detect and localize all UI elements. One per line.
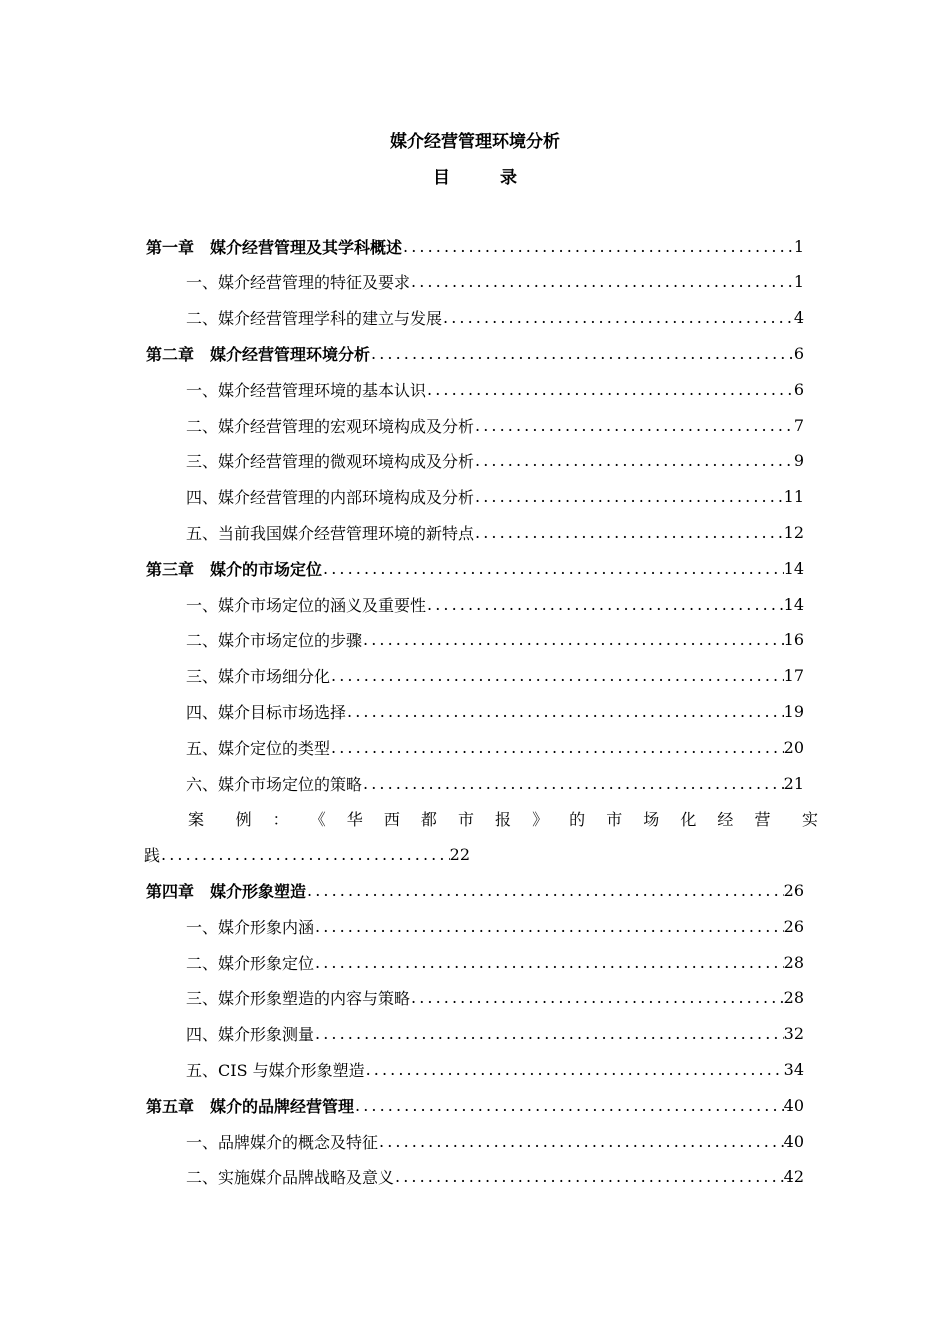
toc-page-number: 20 bbox=[783, 737, 804, 757]
toc-entry-label: 四、媒介经营管理的内部环境构成及分析 bbox=[186, 488, 475, 508]
toc-page-number: 34 bbox=[783, 1059, 804, 1079]
toc-section-entry[interactable] bbox=[186, 407, 804, 443]
toc-section-entry[interactable] bbox=[186, 765, 804, 801]
toc-entry-label: 一、品牌媒介的概念及特征 bbox=[186, 1132, 379, 1152]
toc-leader-dots bbox=[378, 1132, 784, 1151]
toc-page-number: 26 bbox=[783, 880, 804, 900]
toc-leader-dots bbox=[314, 1024, 784, 1043]
toc-leader-dots bbox=[370, 344, 794, 363]
toc-section-entry[interactable] bbox=[186, 300, 804, 336]
toc-section-entry[interactable] bbox=[186, 586, 804, 622]
toc-page-number: 16 bbox=[783, 630, 804, 650]
toc-case-char: 》 bbox=[532, 810, 549, 830]
toc-section-entry[interactable] bbox=[186, 371, 804, 407]
toc-entry-label: 二、媒介市场定位的步骤 bbox=[186, 631, 363, 651]
toc-page-number: 6 bbox=[793, 379, 804, 399]
toc-entry-label: 二、媒介经营管理的宏观环境构成及分析 bbox=[186, 416, 475, 436]
toc-leader-dots bbox=[330, 738, 784, 757]
toc-page-number: 4 bbox=[793, 308, 804, 328]
toc-page-number: 19 bbox=[783, 701, 804, 721]
toc-page-number: 12 bbox=[783, 522, 804, 542]
toc-entry-label: 一、媒介经营管理环境的基本认识 bbox=[186, 380, 427, 400]
toc-page-number: 1 bbox=[793, 236, 804, 256]
toc-case-char: 例 bbox=[235, 810, 252, 830]
toc-entry-label: 二、媒介形象定位 bbox=[186, 953, 315, 973]
toc-section-entry[interactable] bbox=[186, 479, 804, 515]
toc-case-char: 实 bbox=[802, 810, 819, 830]
toc-chapter-entry[interactable] bbox=[146, 335, 804, 371]
toc-case-char: 报 bbox=[495, 810, 512, 830]
toc-leader-dots bbox=[426, 380, 794, 399]
toc-chapter-entry[interactable] bbox=[146, 872, 804, 908]
toc-leader-dots bbox=[394, 1167, 784, 1186]
toc-section-entry[interactable] bbox=[186, 693, 804, 729]
toc-entry-label: 第五章 媒介的品牌经营管理 bbox=[146, 1096, 355, 1116]
toc-case-char: 经 bbox=[717, 810, 734, 830]
toc-entry-label: 五、CIS 与媒介形象塑造 bbox=[186, 1060, 365, 1080]
toc-entry-label: 六、媒介市场定位的策略 bbox=[186, 774, 363, 794]
toc-page-number: 6 bbox=[793, 343, 804, 363]
toc-chapter-entry[interactable] bbox=[146, 228, 804, 264]
toc-case-entry-wrap[interactable] bbox=[144, 837, 470, 873]
toc-page-number: 1 bbox=[793, 272, 804, 292]
toc-page-number: 40 bbox=[783, 1095, 804, 1115]
toc-case-char: ： bbox=[272, 810, 289, 830]
toc-page-number: 14 bbox=[783, 558, 804, 578]
toc-page-number: 40 bbox=[783, 1131, 804, 1151]
toc-section-entry[interactable] bbox=[186, 944, 804, 980]
toc-leader-dots bbox=[160, 845, 450, 864]
toc-case-char: 的 bbox=[569, 810, 586, 830]
document-title: 媒介经营管理环境分析 bbox=[390, 132, 560, 152]
toc-leader-dots bbox=[330, 666, 784, 685]
toc-page-number: 21 bbox=[783, 773, 804, 793]
toc-page-number: 11 bbox=[783, 487, 804, 507]
toc-page-number: 28 bbox=[783, 952, 804, 972]
toc-entry-label: 四、媒介形象测量 bbox=[186, 1025, 315, 1045]
toc-entry-label: 一、媒介市场定位的涵义及重要性 bbox=[186, 595, 427, 615]
toc-entry-label: 一、媒介形象内涵 bbox=[186, 917, 315, 937]
toc-entry-label: 第一章 媒介经营管理及其学科概述 bbox=[146, 237, 403, 257]
toc-entry-label: 三、媒介市场细分化 bbox=[186, 667, 331, 687]
toc-case-char: 化 bbox=[680, 810, 697, 830]
toc-entry-label: 践 bbox=[144, 846, 161, 866]
toc-leader-dots bbox=[426, 595, 784, 614]
toc-leader-dots bbox=[402, 237, 794, 256]
toc-leader-dots bbox=[314, 953, 784, 972]
toc-leader-dots bbox=[314, 917, 784, 936]
toc-page-number: 7 bbox=[793, 415, 804, 435]
toc-case-entry-line[interactable] bbox=[188, 801, 818, 837]
toc-entry-label: 二、媒介经营管理学科的建立与发展 bbox=[186, 309, 443, 329]
toc-leader-dots bbox=[365, 1060, 784, 1079]
toc-section-entry[interactable] bbox=[186, 443, 804, 479]
toc-entry-label: 四、媒介目标市场选择 bbox=[186, 702, 347, 722]
toc-leader-dots bbox=[354, 1096, 784, 1115]
toc-leader-dots bbox=[474, 451, 794, 470]
toc-entry-label: 五、当前我国媒介经营管理环境的新特点 bbox=[186, 523, 475, 543]
toc-leader-dots bbox=[346, 702, 784, 721]
toc-page-number: 26 bbox=[783, 916, 804, 936]
toc-section-entry[interactable] bbox=[186, 908, 804, 944]
toc-leader-dots bbox=[306, 881, 784, 900]
toc-leader-dots bbox=[474, 416, 794, 435]
toc-case-char: 市 bbox=[457, 810, 474, 830]
toc-page-number: 22 bbox=[449, 845, 470, 865]
toc-leader-dots bbox=[410, 272, 794, 291]
toc-entry-label: 五、媒介定位的类型 bbox=[186, 738, 331, 758]
toc-heading: 目 录 bbox=[433, 168, 539, 188]
toc-chapter-entry[interactable] bbox=[146, 550, 804, 586]
toc-case-char: 营 bbox=[754, 810, 771, 830]
toc-case-char: 案 bbox=[188, 810, 205, 830]
toc-section-entry[interactable] bbox=[186, 622, 804, 658]
toc-entry-label: 第三章 媒介的市场定位 bbox=[146, 559, 323, 579]
toc-leader-dots bbox=[474, 487, 784, 506]
toc-section-entry[interactable] bbox=[186, 1123, 804, 1159]
toc-entry-label: 第二章 媒介经营管理环境分析 bbox=[146, 344, 371, 364]
toc-chapter-entry[interactable] bbox=[146, 1087, 804, 1123]
toc-leader-dots bbox=[322, 559, 784, 578]
toc-section-entry[interactable] bbox=[186, 980, 804, 1016]
toc-page-number: 28 bbox=[783, 988, 804, 1008]
toc-leader-dots bbox=[362, 774, 784, 793]
toc-leader-dots bbox=[474, 523, 784, 542]
toc-section-entry[interactable] bbox=[186, 658, 804, 694]
toc-entry-label: 第四章 媒介形象塑造 bbox=[146, 881, 307, 901]
toc-entry-label: 一、媒介经营管理的特征及要求 bbox=[186, 273, 411, 293]
toc-section-entry[interactable] bbox=[186, 264, 804, 300]
toc-entry-label: 三、媒介经营管理的微观环境构成及分析 bbox=[186, 452, 475, 472]
toc-case-char: 西 bbox=[383, 810, 400, 830]
toc-section-entry[interactable] bbox=[186, 729, 804, 765]
toc-page-number: 14 bbox=[783, 594, 804, 614]
toc-page-number: 9 bbox=[793, 451, 804, 471]
toc-page-number: 17 bbox=[783, 666, 804, 686]
toc-leader-dots bbox=[362, 630, 784, 649]
toc-page-number: 32 bbox=[783, 1024, 804, 1044]
toc-section-entry[interactable] bbox=[186, 514, 804, 550]
toc-page-number: 42 bbox=[783, 1167, 804, 1187]
toc-case-char: 市 bbox=[606, 810, 623, 830]
toc-leader-dots bbox=[410, 988, 784, 1007]
toc-case-char: 场 bbox=[643, 810, 660, 830]
toc-case-char: 华 bbox=[346, 810, 363, 830]
toc-entry-label: 三、媒介形象塑造的内容与策略 bbox=[186, 989, 411, 1009]
toc-case-char: 都 bbox=[420, 810, 437, 830]
toc-section-entry[interactable] bbox=[186, 1051, 804, 1087]
toc-section-entry[interactable] bbox=[186, 1159, 804, 1195]
toc-case-char: 《 bbox=[309, 810, 326, 830]
toc-section-entry[interactable] bbox=[186, 1016, 804, 1052]
toc-leader-dots bbox=[442, 308, 794, 327]
toc-entry-label: 二、实施媒介品牌战略及意义 bbox=[186, 1168, 395, 1188]
